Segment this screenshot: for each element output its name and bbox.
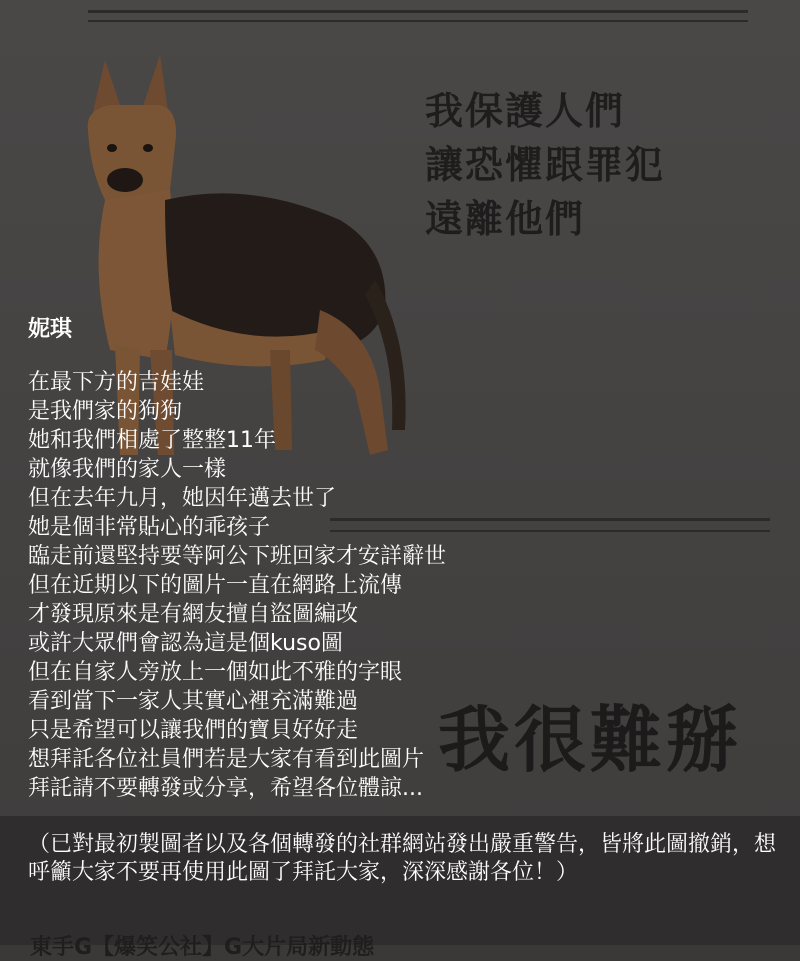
caption-line: 遠離他們: [425, 197, 586, 241]
post-line: 看到當下一家人其實心裡充滿難過: [28, 689, 359, 714]
post-line: 想拜託各位社員們若是大家有看到此圖片: [28, 747, 425, 772]
divider-line: [88, 10, 748, 13]
post-line: 或許大眾們會認為這是個kuso圖: [28, 631, 343, 656]
post-line: 就像我們的家人一樣: [28, 457, 227, 482]
background-big-text: 我很難掰: [438, 698, 743, 782]
post-line: 但在去年九月，她因年邁去世了: [28, 486, 337, 511]
post-line: 在最下方的吉娃娃: [28, 370, 205, 395]
post-line: 只是希望可以讓我們的寶貝好好走: [28, 718, 359, 743]
post-body: [28, 368, 778, 803]
background-bottom-text: 東手G【爆笑公社】G大片局新動態: [30, 935, 375, 960]
post-line: 她是個非常貼心的乖孩子: [28, 515, 271, 540]
post-author-name[interactable]: 妮琪: [28, 317, 73, 342]
post-overlay: [28, 312, 778, 887]
post-line: 臨走前還堅持要等阿公下班回家才安詳辭世: [28, 544, 447, 569]
background-caption: [425, 84, 665, 246]
post-line: 拜託請不要轉發或分享，希望各位體諒...: [28, 776, 423, 801]
post-line: 才發現原來是有網友擅自盜圖編改: [28, 602, 359, 627]
caption-line: 讓恐懼跟罪犯: [425, 143, 666, 187]
post-note: （已對最初製圖者以及各個轉發的社群網站發出嚴重警告，皆將此圖撤銷，想呼籲大家不要再使用此圖了拜託大家，深深感謝各位！）: [28, 832, 777, 885]
post-line: 她和我們相處了整整11年: [28, 428, 276, 453]
post-line: 但在近期以下的圖片一直在網路上流傳: [28, 573, 403, 598]
post-line: 是我們家的狗狗: [28, 399, 183, 424]
divider-line: [88, 20, 748, 22]
post-line: 但在自家人旁放上一個如此不雅的字眼: [28, 660, 403, 685]
caption-line: 我保護人們: [425, 89, 626, 133]
